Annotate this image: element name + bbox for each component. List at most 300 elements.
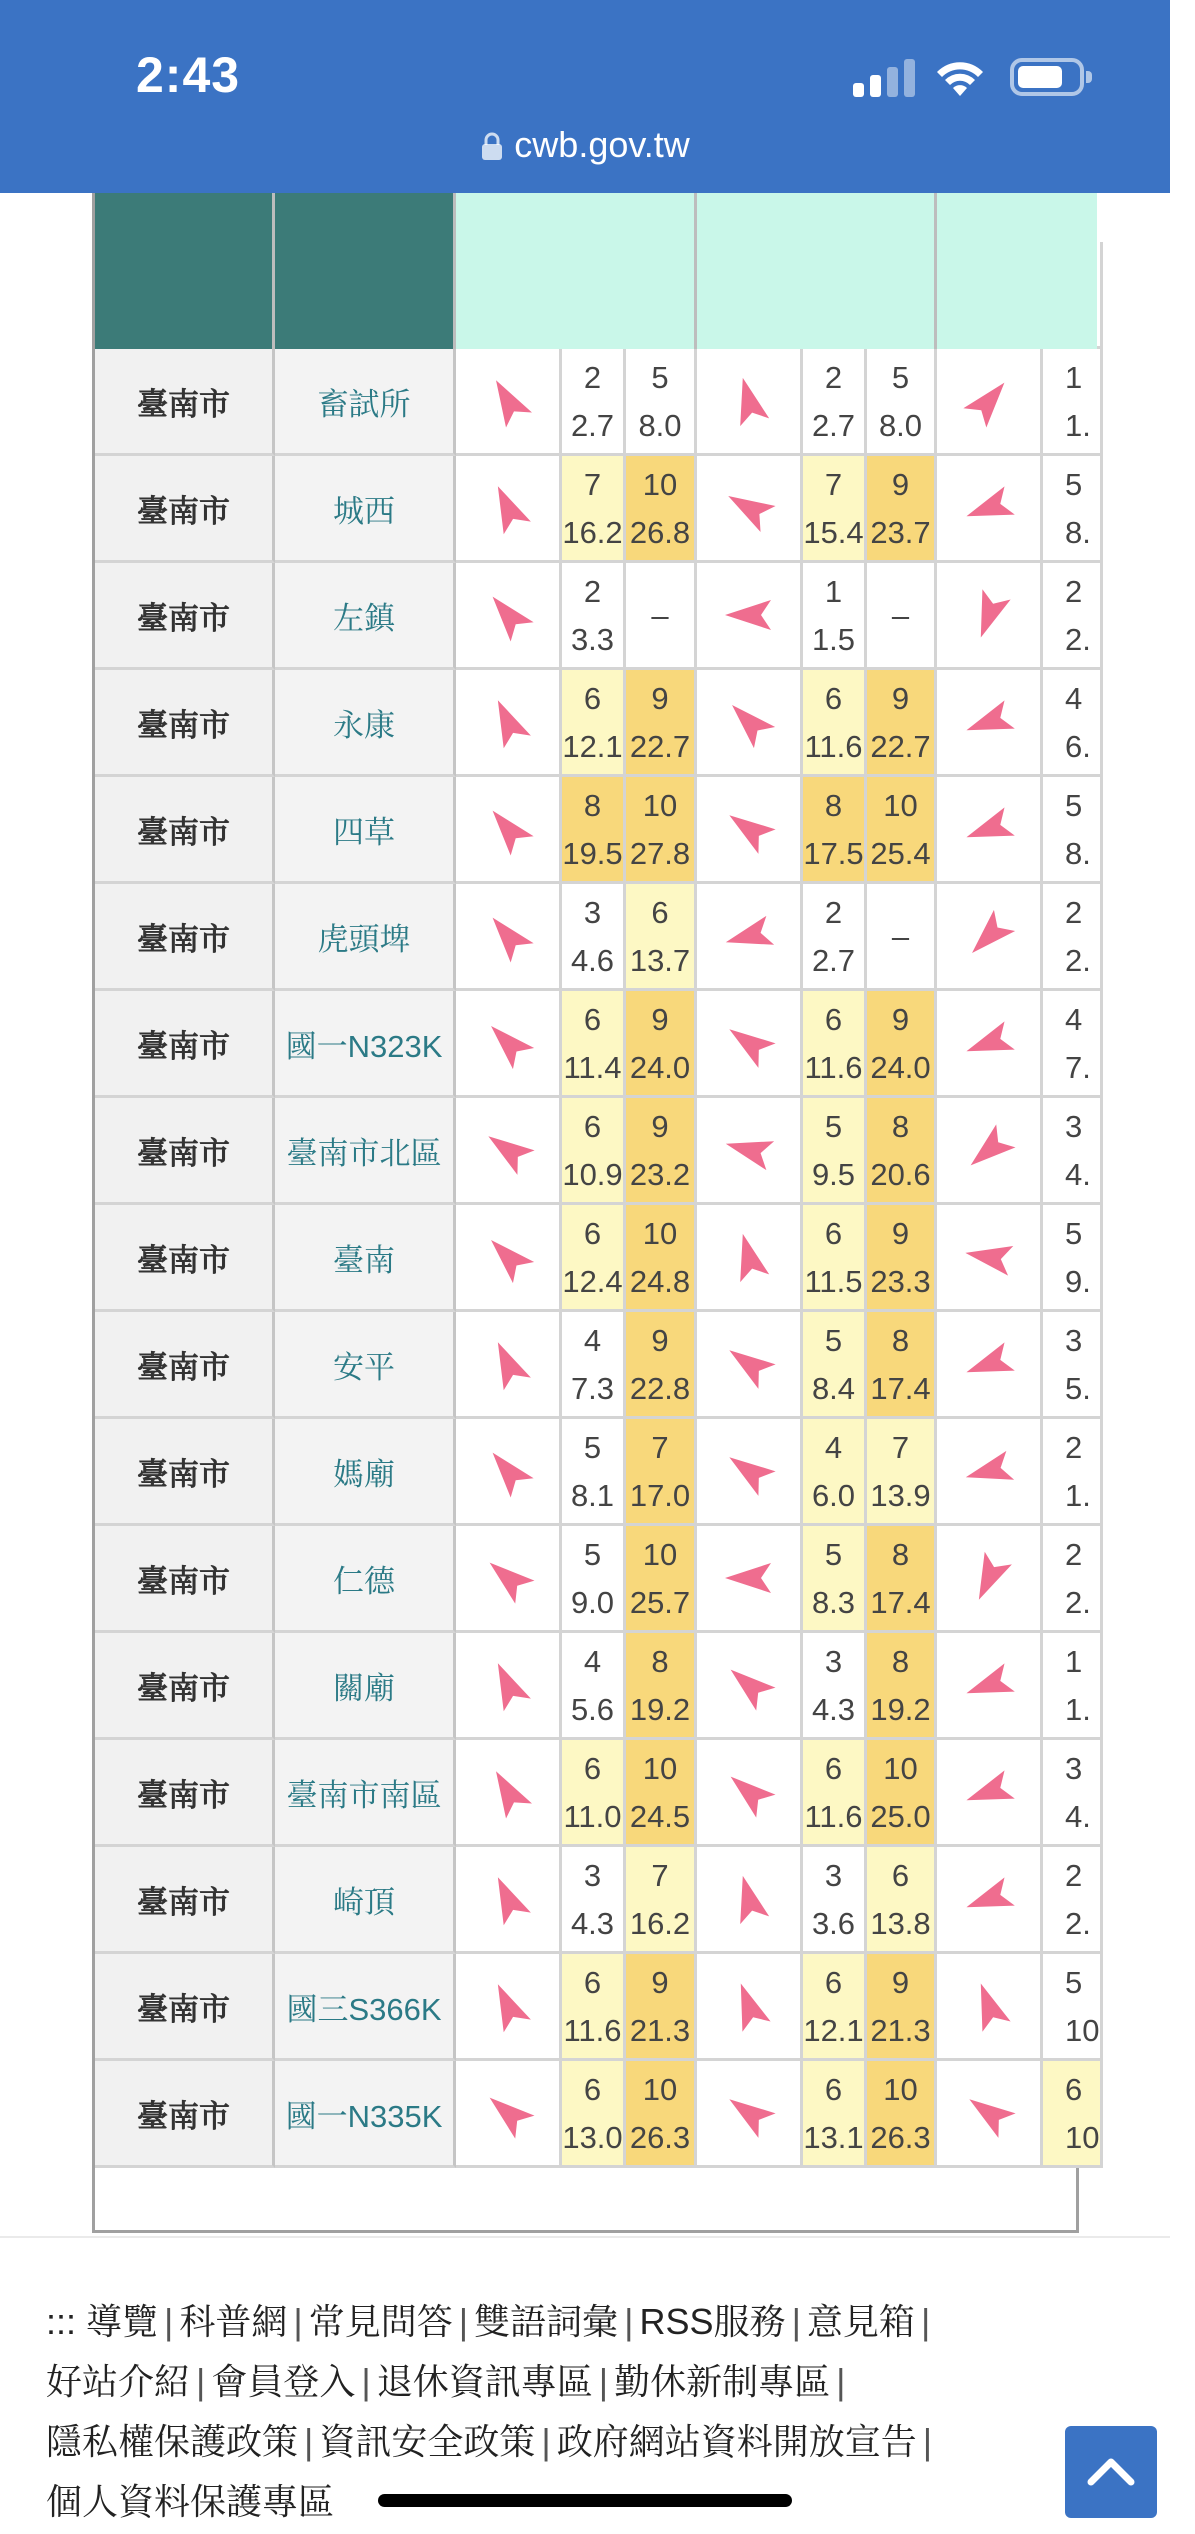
beaufort-level: 5 bbox=[1065, 1216, 1083, 1251]
wind-direction-icon bbox=[721, 1229, 777, 1285]
beaufort-level: 9 bbox=[891, 1216, 910, 1251]
wind-speed-cell bbox=[867, 1098, 937, 1205]
beaufort-level: 7 bbox=[651, 1430, 669, 1465]
back-to-top-button[interactable] bbox=[1065, 2426, 1157, 2518]
station-link[interactable]: 媽廟 bbox=[275, 1419, 456, 1526]
station-link[interactable]: 臺南市北區 bbox=[275, 1098, 456, 1205]
wind-direction-cell bbox=[937, 1205, 1043, 1312]
beaufort-level: 7 bbox=[583, 467, 602, 502]
wind-direction-cell bbox=[937, 456, 1043, 563]
footer-link[interactable]: RSS服務 bbox=[639, 2301, 786, 2342]
footer-link[interactable]: 隱私權保護政策 bbox=[46, 2421, 299, 2462]
wind-speed-cell bbox=[867, 1312, 937, 1419]
chevron-up-icon bbox=[1065, 2426, 1157, 2518]
speed-value: 4. bbox=[1065, 1157, 1091, 1192]
city-cell: 臺南市 bbox=[95, 349, 275, 456]
speed-value: 2. bbox=[1065, 1585, 1091, 1620]
wind-speed-cell bbox=[867, 1847, 937, 1954]
speed-value: 1. bbox=[1065, 408, 1091, 443]
beaufort-level: 3 bbox=[824, 1644, 843, 1679]
wind-speed-cell bbox=[562, 1312, 626, 1419]
wind-direction-cell bbox=[937, 1419, 1043, 1526]
speed-value: 2.7 bbox=[811, 943, 856, 978]
table-row bbox=[95, 777, 1195, 884]
footer-link[interactable]: 個人資料保護專區 bbox=[46, 2481, 335, 2522]
beaufort-level: 8 bbox=[891, 1644, 910, 1679]
beaufort-level: 8 bbox=[891, 1109, 910, 1144]
beaufort-level: 7 bbox=[824, 467, 843, 502]
beaufort-level: 3 bbox=[1065, 1109, 1083, 1144]
beaufort-level: 2 bbox=[1065, 574, 1083, 609]
wind-direction-icon bbox=[961, 801, 1017, 857]
header-station-column bbox=[275, 193, 456, 349]
speed-value: 21.3 bbox=[870, 2013, 931, 2048]
wind-direction-icon bbox=[721, 1978, 777, 2034]
footer-prefix: ::: bbox=[46, 2301, 77, 2342]
speed-value: 8. bbox=[1065, 836, 1091, 871]
wind-direction-icon bbox=[961, 694, 1017, 750]
wind-speed-cell bbox=[626, 884, 697, 991]
wind-direction-cell bbox=[697, 1419, 803, 1526]
beaufort-level: 2 bbox=[1065, 1430, 1083, 1465]
wind-speed-cell bbox=[1043, 456, 1103, 563]
speed-value: 17.0 bbox=[629, 1478, 691, 1513]
speed-value: 16.2 bbox=[562, 515, 623, 550]
wind-direction-icon bbox=[480, 1015, 536, 1071]
wind-speed-cell bbox=[626, 349, 697, 456]
wind-direction-icon bbox=[721, 2085, 777, 2141]
station-link[interactable]: 永康 bbox=[275, 670, 456, 777]
url-text: cwb.gov.tw bbox=[514, 124, 690, 165]
wind-direction-cell bbox=[456, 884, 562, 991]
no-data-dash: – bbox=[891, 598, 910, 633]
wind-speed-cell bbox=[803, 1847, 867, 1954]
beaufort-level: 9 bbox=[891, 467, 910, 502]
beaufort-level: 3 bbox=[824, 1858, 843, 1893]
link-separator: | bbox=[196, 2361, 206, 2402]
wind-direction-cell bbox=[456, 456, 562, 563]
wind-speed-cell bbox=[1043, 563, 1103, 670]
station-link[interactable]: 國一N335K bbox=[275, 2061, 456, 2168]
speed-value: 11.0 bbox=[563, 1799, 622, 1834]
wind-speed-cell bbox=[803, 670, 867, 777]
wind-direction-icon bbox=[480, 1871, 536, 1927]
speed-value: 4.3 bbox=[811, 1692, 856, 1727]
wind-speed-cell bbox=[803, 1205, 867, 1312]
wind-direction-cell bbox=[697, 1847, 803, 1954]
wind-speed-cell bbox=[867, 884, 937, 991]
wind-speed-cell bbox=[867, 1954, 937, 2061]
wind-direction-icon bbox=[961, 480, 1017, 536]
city-cell: 臺南市 bbox=[95, 1740, 275, 1847]
wind-direction-icon bbox=[961, 1229, 1017, 1285]
speed-value: 27.8 bbox=[629, 836, 691, 871]
footer-link[interactable]: 退休資訊專區 bbox=[376, 2361, 593, 2402]
wind-speed-cell bbox=[626, 1205, 697, 1312]
city-cell: 臺南市 bbox=[95, 1098, 275, 1205]
wind-direction-cell bbox=[937, 777, 1043, 884]
speed-value: 2. bbox=[1065, 943, 1091, 978]
wind-direction-icon bbox=[961, 1871, 1017, 1927]
beaufort-level: 6 bbox=[824, 1751, 843, 1786]
speed-value: 23.7 bbox=[870, 515, 931, 550]
wind-speed-cell bbox=[562, 884, 626, 991]
beaufort-level: 6 bbox=[583, 1216, 602, 1251]
station-link[interactable]: 仁德 bbox=[275, 1526, 456, 1633]
wind-speed-cell bbox=[803, 1633, 867, 1740]
wind-direction-icon bbox=[961, 1336, 1017, 1392]
wind-direction-cell bbox=[697, 2061, 803, 2168]
wind-speed-cell bbox=[562, 349, 626, 456]
station-link[interactable]: 城西 bbox=[275, 456, 456, 563]
wind-direction-icon bbox=[480, 1978, 536, 2034]
station-link[interactable]: 左鎮 bbox=[275, 563, 456, 670]
speed-value: 26.3 bbox=[629, 2120, 691, 2155]
table-row bbox=[95, 991, 1195, 1098]
station-link[interactable]: 虎頭埤 bbox=[275, 884, 456, 991]
beaufort-level: 6 bbox=[651, 895, 669, 930]
beaufort-level: 1 bbox=[824, 574, 843, 609]
wind-direction-icon bbox=[721, 587, 777, 643]
station-link[interactable]: 臺南 bbox=[275, 1205, 456, 1312]
wind-direction-cell bbox=[697, 1954, 803, 2061]
wind-direction-icon bbox=[961, 587, 1017, 643]
wind-direction-icon bbox=[480, 908, 536, 964]
wind-speed-cell bbox=[867, 456, 937, 563]
wind-direction-cell bbox=[697, 1098, 803, 1205]
beaufort-level: 10 bbox=[642, 1537, 678, 1572]
wind-speed-cell bbox=[626, 1312, 697, 1419]
speed-value: 17.5 bbox=[803, 836, 864, 871]
wind-speed-cell bbox=[1043, 1526, 1103, 1633]
wind-direction-cell bbox=[937, 1633, 1043, 1740]
wind-speed-cell bbox=[867, 1740, 937, 1847]
wind-speed-cell bbox=[1043, 1312, 1103, 1419]
wind-speed-cell bbox=[803, 1098, 867, 1205]
link-separator: | bbox=[361, 2361, 371, 2402]
city-cell: 臺南市 bbox=[95, 1312, 275, 1419]
wind-speed-cell bbox=[1043, 1847, 1103, 1954]
table-row bbox=[95, 1419, 1195, 1526]
status-time: 2:43 bbox=[136, 47, 241, 103]
station-link[interactable]: 崎頂 bbox=[275, 1847, 456, 1954]
wind-direction-icon bbox=[721, 1122, 777, 1178]
footer-link[interactable]: 好站介紹 bbox=[46, 2361, 191, 2402]
wind-direction-cell bbox=[697, 1526, 803, 1633]
wind-speed-cell bbox=[867, 777, 937, 884]
wind-direction-icon bbox=[721, 908, 777, 964]
city-cell: 臺南市 bbox=[95, 777, 275, 884]
beaufort-level: 6 bbox=[824, 1965, 843, 2000]
wind-speed-cell bbox=[867, 1526, 937, 1633]
wind-direction-icon bbox=[480, 1336, 536, 1392]
wind-speed-cell bbox=[626, 777, 697, 884]
link-separator: | bbox=[164, 2301, 174, 2342]
city-cell: 臺南市 bbox=[95, 1954, 275, 2061]
speed-value: 8.4 bbox=[811, 1371, 856, 1406]
wind-speed-cell bbox=[626, 1954, 697, 2061]
wind-direction-cell bbox=[456, 1847, 562, 1954]
beaufort-level: 9 bbox=[891, 1002, 910, 1037]
wind-speed-cell bbox=[1043, 991, 1103, 1098]
speed-value: 13.1 bbox=[803, 2120, 864, 2155]
speed-value: 6. bbox=[1065, 729, 1091, 764]
no-data-dash: – bbox=[651, 598, 669, 633]
wind-direction-icon bbox=[961, 1978, 1017, 2034]
station-link[interactable]: 安平 bbox=[275, 1312, 456, 1419]
beaufort-level: 9 bbox=[651, 1965, 669, 2000]
wind-speed-cell bbox=[562, 1740, 626, 1847]
wind-direction-icon bbox=[961, 908, 1017, 964]
speed-value: 19.2 bbox=[870, 1692, 931, 1727]
wind-direction-icon bbox=[961, 1657, 1017, 1713]
beaufort-level: 8 bbox=[891, 1537, 910, 1572]
speed-value: 24.5 bbox=[629, 1799, 691, 1834]
speed-value: 16.2 bbox=[629, 1906, 691, 1941]
wind-direction-icon bbox=[480, 1122, 536, 1178]
wind-speed-cell bbox=[803, 1419, 867, 1526]
beaufort-level: 2 bbox=[583, 574, 602, 609]
speed-value: 2. bbox=[1065, 622, 1091, 657]
city-cell: 臺南市 bbox=[95, 1847, 275, 1954]
wind-speed-cell bbox=[562, 563, 626, 670]
speed-value: 1. bbox=[1065, 1692, 1091, 1727]
beaufort-level: 5 bbox=[891, 360, 910, 395]
beaufort-level: 6 bbox=[891, 1858, 910, 1893]
footer-link[interactable]: 政府網站資料開放宣告 bbox=[556, 2421, 917, 2462]
city-cell: 臺南市 bbox=[95, 884, 275, 991]
wind-direction-cell bbox=[456, 991, 562, 1098]
wind-direction-icon bbox=[480, 1443, 536, 1499]
table-row bbox=[95, 563, 1195, 670]
wind-speed-cell bbox=[1043, 884, 1103, 991]
wind-speed-cell bbox=[867, 991, 937, 1098]
wind-speed-cell bbox=[562, 1419, 626, 1526]
wind-direction-cell bbox=[937, 991, 1043, 1098]
speed-value: 11.6 bbox=[563, 2013, 622, 2048]
table-row bbox=[95, 1098, 1195, 1205]
wind-speed-cell bbox=[867, 1205, 937, 1312]
wind-direction-cell bbox=[937, 1312, 1043, 1419]
browser-top-bar bbox=[0, 0, 1170, 193]
speed-value: 3.6 bbox=[811, 1906, 856, 1941]
wind-speed-cell bbox=[626, 2061, 697, 2168]
wind-direction-icon bbox=[480, 373, 536, 429]
speed-value: 13.9 bbox=[870, 1478, 931, 1513]
wind-direction-cell bbox=[456, 670, 562, 777]
wind-direction-cell bbox=[697, 1633, 803, 1740]
wind-speed-cell bbox=[1043, 1205, 1103, 1312]
beaufort-level: 10 bbox=[883, 1751, 918, 1786]
link-separator: | bbox=[541, 2421, 551, 2462]
table-row bbox=[95, 1954, 1195, 2061]
wind-direction-cell bbox=[937, 1526, 1043, 1633]
speed-value: 10 bbox=[1065, 2013, 1100, 2048]
header-group-1 bbox=[456, 193, 697, 349]
beaufort-level: 6 bbox=[583, 1965, 602, 2000]
footer-link[interactable]: 科普網 bbox=[179, 2301, 288, 2342]
link-separator: | bbox=[922, 2421, 933, 2462]
wind-direction-icon bbox=[961, 1764, 1017, 1820]
beaufort-level: 9 bbox=[891, 681, 910, 716]
speed-value: 11.6 bbox=[804, 1050, 863, 1085]
footer-link[interactable]: 導覽 bbox=[86, 2301, 159, 2342]
speed-value: 7.3 bbox=[570, 1371, 615, 1406]
station-link[interactable]: 四草 bbox=[275, 777, 456, 884]
wind-observation-table bbox=[92, 193, 1100, 2233]
wind-speed-cell bbox=[626, 563, 697, 670]
station-link[interactable]: 關廟 bbox=[275, 1633, 456, 1740]
wind-speed-cell bbox=[626, 1419, 697, 1526]
wind-direction-cell bbox=[937, 1847, 1043, 1954]
beaufort-level: 6 bbox=[824, 1002, 843, 1037]
speed-value: 12.1 bbox=[562, 729, 623, 764]
speed-value: 2.7 bbox=[811, 408, 856, 443]
beaufort-level: 8 bbox=[891, 1323, 910, 1358]
wind-direction-cell bbox=[456, 1312, 562, 1419]
address-bar[interactable] bbox=[0, 124, 1170, 166]
beaufort-level: 3 bbox=[583, 895, 602, 930]
link-separator: | bbox=[624, 2301, 634, 2342]
footer-link[interactable]: 勤休新制專區 bbox=[614, 2361, 831, 2402]
footer-link[interactable]: 常見問答 bbox=[308, 2301, 453, 2342]
speed-value: 11.5 bbox=[804, 1264, 863, 1299]
home-indicator bbox=[378, 2494, 792, 2507]
beaufort-level: 5 bbox=[1065, 1965, 1083, 2000]
speed-value: 11.6 bbox=[804, 729, 863, 764]
wind-direction-icon bbox=[721, 1871, 777, 1927]
wind-speed-cell bbox=[803, 1740, 867, 1847]
link-separator: | bbox=[791, 2301, 801, 2342]
beaufort-level: 9 bbox=[651, 681, 669, 716]
beaufort-level: 10 bbox=[883, 2072, 918, 2107]
wind-speed-cell bbox=[626, 1098, 697, 1205]
speed-value: 23.3 bbox=[870, 1264, 931, 1299]
wind-direction-cell bbox=[697, 1312, 803, 1419]
wind-direction-cell bbox=[456, 1954, 562, 2061]
speed-value: 11.6 bbox=[804, 1799, 863, 1834]
beaufort-level: 6 bbox=[583, 681, 602, 716]
link-separator: | bbox=[920, 2301, 931, 2342]
city-cell: 臺南市 bbox=[95, 563, 275, 670]
table-row bbox=[95, 1312, 1195, 1419]
footer-link[interactable]: 雙語詞彙 bbox=[474, 2301, 619, 2342]
wind-direction-cell bbox=[697, 349, 803, 456]
beaufort-level: 5 bbox=[824, 1109, 843, 1144]
station-link[interactable]: 畜試所 bbox=[275, 349, 456, 456]
station-link[interactable]: 臺南市南區 bbox=[275, 1740, 456, 1847]
speed-value: 1. bbox=[1065, 1478, 1091, 1513]
speed-value: 17.4 bbox=[870, 1371, 931, 1406]
footer-link[interactable]: 會員登入 bbox=[211, 2361, 356, 2402]
speed-value: 19.5 bbox=[562, 836, 623, 871]
wind-direction-icon bbox=[721, 1336, 777, 1392]
wind-speed-cell bbox=[803, 1312, 867, 1419]
speed-value: 25.4 bbox=[870, 836, 931, 871]
wind-speed-cell bbox=[626, 1740, 697, 1847]
station-link[interactable]: 國一N323K bbox=[275, 991, 456, 1098]
speed-value: 5.6 bbox=[570, 1692, 615, 1727]
beaufort-level: 4 bbox=[824, 1430, 843, 1465]
wind-speed-cell bbox=[867, 1633, 937, 1740]
table-row bbox=[95, 1633, 1195, 1740]
wind-speed-cell bbox=[562, 1633, 626, 1740]
wind-speed-cell bbox=[1043, 1633, 1103, 1740]
wind-speed-cell bbox=[803, 2061, 867, 2168]
wind-direction-cell bbox=[697, 777, 803, 884]
wind-direction-icon bbox=[480, 1764, 536, 1820]
footer-link[interactable]: 意見箱 bbox=[806, 2301, 915, 2342]
wind-direction-cell bbox=[456, 1098, 562, 1205]
speed-value: 8. bbox=[1065, 515, 1091, 550]
city-cell: 臺南市 bbox=[95, 670, 275, 777]
wind-speed-cell bbox=[803, 777, 867, 884]
header-city-column bbox=[95, 193, 275, 349]
speed-value: 9.0 bbox=[570, 1585, 615, 1620]
speed-value: 25.7 bbox=[629, 1585, 691, 1620]
wind-speed-cell bbox=[867, 563, 937, 670]
signal-icon bbox=[853, 59, 915, 97]
wind-direction-cell bbox=[697, 456, 803, 563]
speed-value: 24.8 bbox=[629, 1264, 691, 1299]
speed-value: 10.9 bbox=[562, 1157, 623, 1192]
city-cell: 臺南市 bbox=[95, 991, 275, 1098]
beaufort-level: 3 bbox=[583, 1858, 602, 1893]
beaufort-level: 6 bbox=[824, 1216, 843, 1251]
wind-speed-cell bbox=[1043, 1419, 1103, 1526]
wind-speed-cell bbox=[626, 1847, 697, 1954]
wind-speed-cell bbox=[562, 2061, 626, 2168]
speed-value: 5. bbox=[1065, 1371, 1091, 1406]
wind-direction-icon bbox=[480, 1550, 536, 1606]
speed-value: 26.8 bbox=[629, 515, 691, 550]
wind-direction-cell bbox=[937, 1098, 1043, 1205]
beaufort-level: 6 bbox=[1065, 2072, 1083, 2107]
wind-direction-icon bbox=[961, 1015, 1017, 1071]
beaufort-level: 2 bbox=[1065, 895, 1083, 930]
wind-speed-cell bbox=[867, 1419, 937, 1526]
beaufort-level: 4 bbox=[583, 1644, 602, 1679]
beaufort-level: 5 bbox=[1065, 467, 1083, 502]
beaufort-level: 7 bbox=[651, 1858, 669, 1893]
speed-value: 23.2 bbox=[629, 1157, 691, 1192]
wind-direction-cell bbox=[456, 1419, 562, 1526]
wind-direction-icon bbox=[721, 801, 777, 857]
speed-value: 20.6 bbox=[870, 1157, 931, 1192]
table-row bbox=[95, 1526, 1195, 1633]
wind-direction-icon bbox=[480, 2085, 536, 2141]
speed-value: 6.0 bbox=[811, 1478, 856, 1513]
speed-value: 2.7 bbox=[570, 408, 615, 443]
wind-direction-cell bbox=[697, 670, 803, 777]
header-group-2 bbox=[697, 193, 937, 349]
beaufort-level: 9 bbox=[651, 1002, 669, 1037]
beaufort-level: 2 bbox=[1065, 1537, 1083, 1572]
wind-speed-cell bbox=[803, 456, 867, 563]
beaufort-level: 6 bbox=[583, 1109, 602, 1144]
beaufort-level: 6 bbox=[583, 2072, 602, 2107]
table-row bbox=[95, 884, 1195, 991]
link-separator: | bbox=[598, 2361, 609, 2402]
beaufort-level: 10 bbox=[642, 2072, 678, 2107]
speed-value: 13.7 bbox=[629, 943, 691, 978]
speed-value: 24.0 bbox=[629, 1050, 691, 1085]
footer-link[interactable]: 資訊安全政策 bbox=[319, 2421, 536, 2462]
beaufort-level: 4 bbox=[1065, 681, 1083, 716]
wind-direction-icon bbox=[721, 1443, 777, 1499]
station-link[interactable]: 國三S366K bbox=[275, 1954, 456, 2061]
city-cell: 臺南市 bbox=[95, 456, 275, 563]
